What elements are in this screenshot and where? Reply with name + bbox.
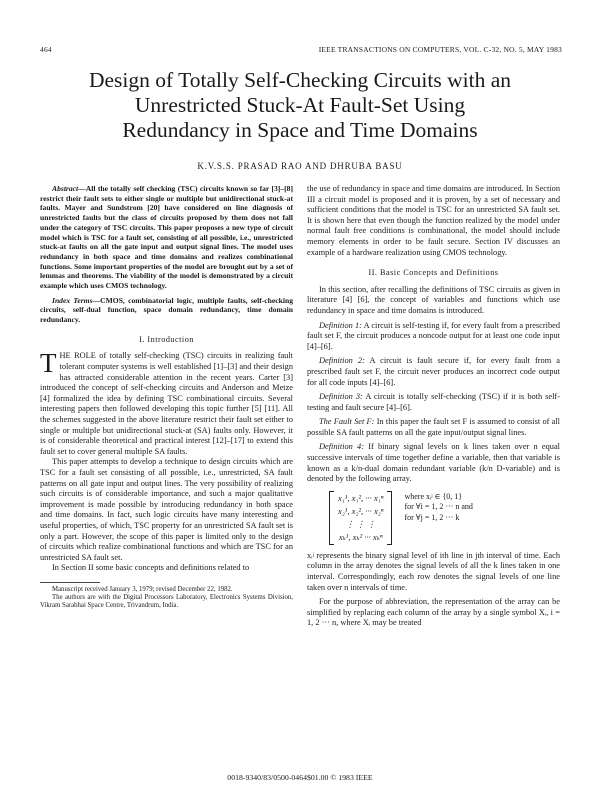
definition-3 <box>307 392 560 413</box>
matrix-row: ⋮ ⋮ ⋮ <box>345 518 376 529</box>
paper-title <box>30 68 570 143</box>
definition-2-label: Definition 2: <box>319 356 365 366</box>
index-terms-text: CMOS, combinatorial logic, multiple faults, self-checking circuits, self-dual function, space domain redundancy, time domain redundancy. <box>40 295 293 325</box>
footnote-received: Manuscript received January 3, 1979; revised December 22, 1982. <box>52 585 233 593</box>
matrix-row: xₖ¹, xₖ² ··· xₖⁿ <box>338 531 383 542</box>
definition-2-text: A circuit is fault secure if, for every fault from a prescribed fault set F, the circuit never produces an incorrect code output for all code inputs [4]–[6]. <box>307 356 560 387</box>
definition-1-text: A circuit is self-testing if, for every fault from a prescribed fault set F, the circuit produces a noncode output for at least one code input [4]–[6]. <box>307 320 560 351</box>
section-heading-introduction: I. Introduction <box>139 334 194 344</box>
authors: K.V.S.S. PRASAD RAO AND DHRUBA BASU <box>197 161 403 171</box>
definition-4 <box>307 442 560 484</box>
abstract <box>40 184 293 291</box>
journal-header: IEEE TRANSACTIONS ON COMPUTERS, VOL. C-32, NO. 5, MAY 1983 <box>318 45 562 54</box>
copyright-footer: 0018-9340/83/0500-0464$01.00 © 1983 IEEE <box>227 773 373 782</box>
intro-paragraph-2: This paper attempts to develop a technique to design circuits which are TSC for a fault set consisting of all possible, i.e., unrestricted, SA fault patterns on all gate input and output lines. The very possibility of realizing such circuits is of considerable importance, and such a major qualitative improvement is made possible by introducing redundancy in both space and time domains. In fact, such logic circuits have many interesting and useful properties, of which, TSC property for an unrestricted SA fault set is only a part. However, the scope of this paper is limited only to the design of circuits which realize combinational functions and which are TSC for an unrestricted SA fault set. <box>40 457 293 562</box>
fault-set-label: The Fault Set F: <box>319 417 375 427</box>
left-column <box>40 184 293 611</box>
definition-1 <box>307 321 560 353</box>
matrix-row: x₂¹, x₂², ··· x₂ⁿ <box>338 505 384 516</box>
condition-line: where xᵢʲ ∈ {0, 1} <box>404 491 463 501</box>
drop-cap: T <box>40 348 57 379</box>
intro-paragraph-1 <box>40 348 293 457</box>
definition-4-label: Definition 4: <box>319 442 364 452</box>
title-line: Unrestricted Stuck-At Fault-Set Using <box>134 93 466 117</box>
fault-set-text: In this paper the fault set F is assumed to consist of all possible SA fault patterns on all the gate input/output signal lines. <box>307 417 560 437</box>
dvariable-array <box>329 491 560 545</box>
section-heading-basic-concepts: II. Basic Concepts and Definitions <box>368 268 499 278</box>
title-line: Design of Totally Self-Checking Circuits with an <box>88 68 512 92</box>
page-number: 464 <box>40 45 52 54</box>
definition-1-label: Definition 1: <box>319 320 362 330</box>
definition-4-text: If binary signal levels on k lines taken over n equal successive intervals of time together define a variable, then that variable is known as a k/n-dual domain redundant variable (k/n D-variable) and is denoted by the following array. <box>307 442 560 484</box>
definition-2 <box>307 356 560 388</box>
intro-paragraph-1-text: HE ROLE of totally self-checking (TSC) circuits in realizing fault tolerant computer systems is well established [1]–[3] and their design has attracted considerable attention in the recent years. Carter [3] introduced the concept of self-checking circuits and Anderson and Metze [4] formalized the idea by defining TSC combinational circuits. Several interesting papers then followed developing this topic further [5] [11]. All the schemes suggested in the above literature restrict their fault set either to single or multiple but unidirectional stuck-at (SA) faults only. However, it is of considerable theoretical and practical interest [12]–[17] to extend this fault set to cover general multiple SA faults. <box>40 351 293 456</box>
array-conditions <box>404 491 472 524</box>
abstract-text: All the totally self checking (TSC) circuits known so far [3]–[8] restrict their fault sets to either single or multiple but unidirectional stuck-at faults. Mayer and Sundstrom [20] have considered on line diagnosis of unrestricted faults but the class of circuits proposed by them does not fall under the category of TSC circuits. This paper proposes a new type of circuit model which is TSC for a fault set, consisting of all possible, i.e., unrestricted stuck-at faults on all the gate input and output signal lines. The model uses redundancy in both space and time domains and realizes combinational functions. Some important properties of the model are brought out by a set of lemmas and theorems. The viability of the model is demonstrated by a circuit example which uses CMOS technology. <box>40 184 293 291</box>
index-terms-label: Index Terms— <box>52 295 101 305</box>
abbreviation-paragraph: For the purpose of abbreviation, the representation of the array can be simplified by replacing each column of the array by a single symbol Xᵢ, i = 1, 2 ··· n, where Xᵢ may be treated <box>307 597 560 628</box>
array-explanation: xᵢʲ represents the binary signal level of ith line in jth interval of time. Each column in the array denotes the signal levels of all the k lines taken in one interval. Correspondingly, each row denotes the signal levels of one line taken over n intervals of time. <box>307 550 560 592</box>
fault-set-paragraph <box>307 417 560 438</box>
definition-3-text: A circuit is totally self-checking (TSC) if it is both self-testing and fault secure [4]–[6]. <box>307 392 560 412</box>
abstract-label: Abstract— <box>52 184 86 193</box>
index-terms <box>40 296 293 325</box>
definition-3-label: Definition 3: <box>319 392 363 402</box>
condition-line: for ∀i = 1, 2 ··· n and <box>404 502 473 512</box>
condition-line: for ∀j = 1, 2 ··· k <box>404 512 460 522</box>
matrix-row: x₁¹, x₁², ··· x₁ⁿ <box>338 492 384 503</box>
right-column <box>307 184 560 629</box>
intro-continued: the use of redundancy in space and time domains are introduced. In Section III a circuit model is proposed and it is proven, by a set of necessary and sufficient conditions that the model is TSC for an unrestricted SA fault set. It is shown here that even though the function realized by the model under normal fault free conditions is combinational, the model should include memory elements in order to be fault secure. Section IV discusses an example of a hardware realization using CMOS technology. <box>307 184 560 257</box>
title-line: Redundancy in Space and Time Domains <box>122 118 478 142</box>
basic-paragraph: In this section, after recalling the definitions of TSC circuits as given in literature [4] [6], the concept of variables and functions which use redundancy in space and time domains is introduced. <box>307 284 560 315</box>
intro-paragraph-3: In Section II some basic concepts and definitions related to <box>52 563 250 573</box>
array-matrix <box>329 491 392 545</box>
footnote-affiliation: The authors are with the Digital Processors Laboratory, Electronics Systems Division, Vikram Sarabhai Space Centre, Trivandrum, India. <box>40 594 293 610</box>
footnote-rule <box>40 582 100 583</box>
